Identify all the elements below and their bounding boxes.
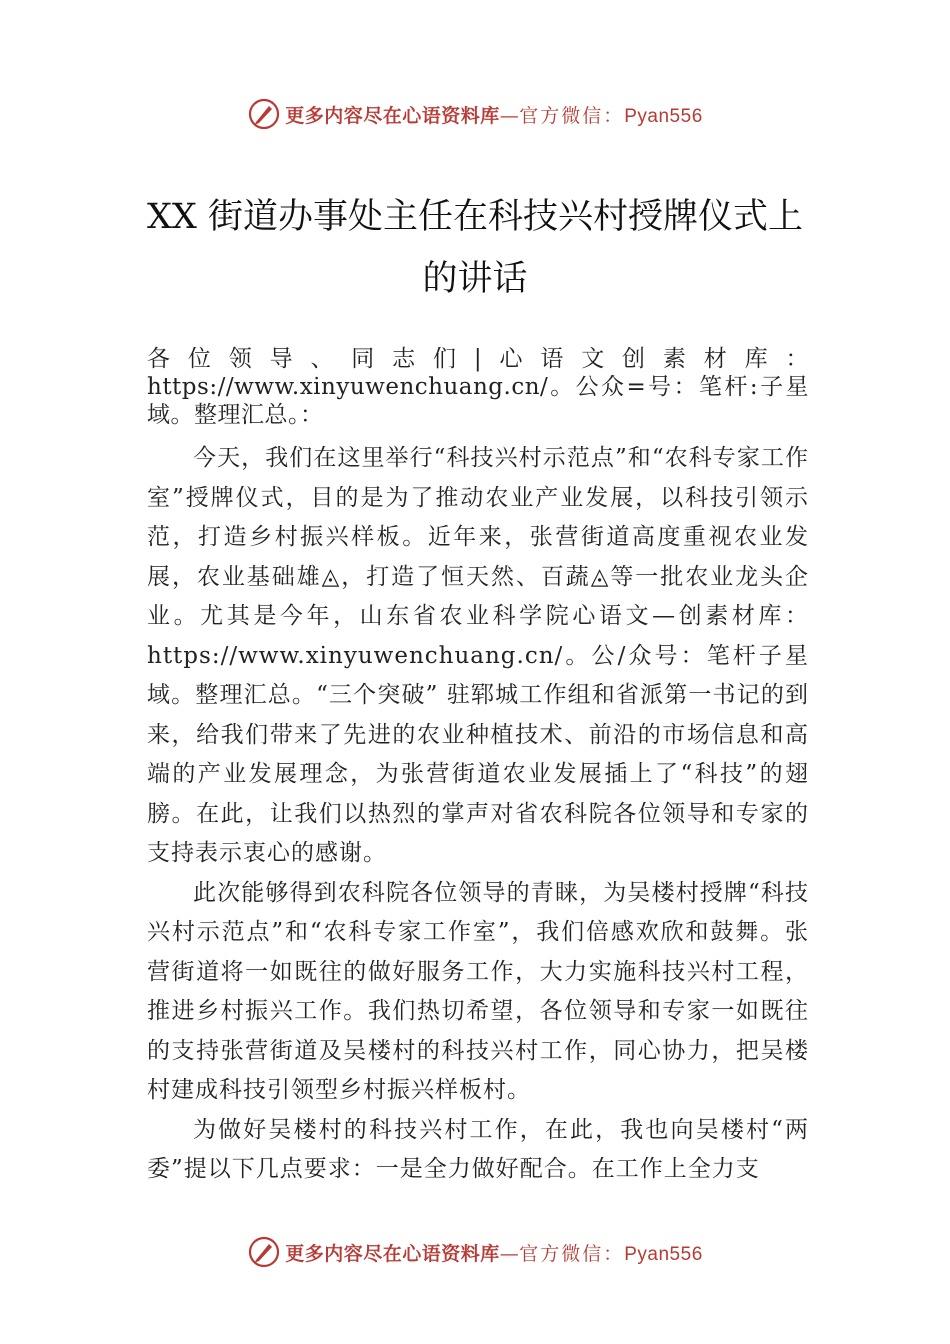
watermark-text <box>285 1239 703 1266</box>
watermark-text <box>285 101 703 128</box>
watermark-banner-bottom <box>0 1232 950 1272</box>
quill-pen-icon <box>247 1235 281 1269</box>
body-paragraph-1: 今天，我们在这里举行“科技兴村示范点”和“农科专家工作室”授牌仪式，目的是为了推动农业产业发展，以科技引领示范，打造乡村振兴样板。近年来，张营街道高度重视农业发展，农业基础雄◬，打造了恒天然、百蔬◬等一批农业龙头企业。尤其是今年，山东省农业科学院心语文—创素材库：https://www.xinyuwenchuang.cn/。公/众号：笔杆子星域。整理汇总。“三个突破” 驻郓城工作组和省派第一书记的到来，给我们带来了先进的农业种植技术、前沿的市场信息和高端的产业发展理念，为张营街道农业发展插上了“科技”的翅膀。在此，让我们以热烈的掌声对省农科院各位领导和专家的支持表示衷心的感谢。 <box>147 445 809 866</box>
body-paragraph-3: 为做好吴楼村的科技兴村工作，在此，我也向吴楼村“两委”提以下几点要求：一是全力做好配合。在工作上全力支 <box>147 1116 809 1182</box>
watermark-wechat-id: Pyan556 <box>624 1243 703 1265</box>
watermark-site: 更多内容尽在心语资料库 <box>285 1242 500 1265</box>
body-paragraph-2: 此次能够得到农科院各位领导的青睐，为吴楼村授牌“科技兴村示范点”和“农科专家工作室”，我们倍感欢欣和鼓舞。张营街道将一如既往的做好服务工作，大力实施科技兴村工程，推进乡村振兴工作。我们热切希望，各位领导和专家一如既往的支持张营街道及吴楼村的科技兴村工作，同心协力，把吴楼村建成科技引领型乡村振兴样板村。 <box>147 879 809 1103</box>
document-body <box>147 345 809 1190</box>
watermark-wechat-id: Pyan556 <box>624 105 703 127</box>
watermark-site: 更多内容尽在心语资料库 <box>285 104 500 127</box>
watermark-banner-top <box>0 94 950 134</box>
greeting-paragraph: 各位领导、同志们|心语文创素材库：https://www.xinyuwenchuang.cn/。公众=号：笔杆:子星域。整理汇总。： <box>147 346 809 428</box>
watermark-dash: — <box>499 1242 520 1265</box>
document-title: XX 街道办事处主任在科技兴村授牌仪式上的讲话 <box>147 197 803 299</box>
quill-pen-icon <box>247 97 281 131</box>
watermark-dash: — <box>499 104 520 127</box>
watermark-label: 官方微信： <box>519 1242 625 1265</box>
watermark-label: 官方微信： <box>519 104 625 127</box>
